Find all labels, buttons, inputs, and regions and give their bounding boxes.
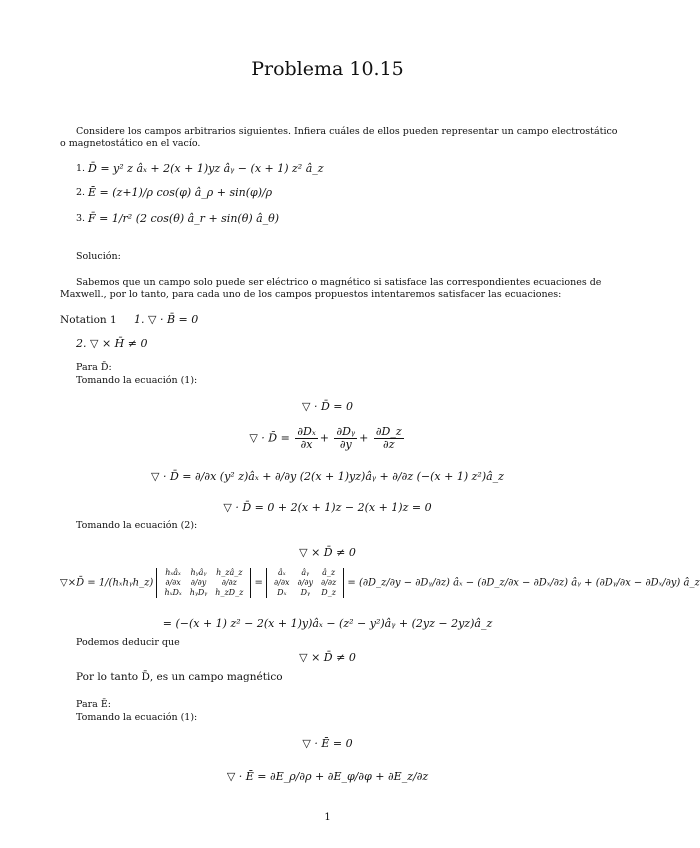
frac-dDy-dy	[334, 426, 357, 451]
conclusion-d: Por lo tanto D̄, es un campo magnético	[76, 671, 283, 683]
field-3-number: 3.	[76, 213, 86, 224]
determinant-unit-vectors: âₓ âᵧ â_z ∂/∂x ∂/∂y ∂/∂z Dₓ Dᵧ D_z	[266, 568, 344, 598]
notation-eq-1: 1. ▽ · B̄ = 0	[134, 313, 199, 326]
eq-div-d-zero: ▽ · D̄ = 0	[302, 400, 353, 413]
field-2-number: 2.	[76, 187, 86, 198]
eq-curl-rhs: = (∂D_z/∂y − ∂Dᵧ/∂z) âₓ − (∂D_z/∂x − ∂Dₓ/∂z) âᵧ + (∂Dᵧ/∂x − ∂Dₓ/∂y) â_z	[347, 577, 700, 589]
eq-div-d-lhs: ▽ · D̄ =	[249, 431, 290, 445]
notation-eq-2: 2. ▽ × H̄ ≠ 0	[76, 337, 148, 350]
notation-label: Notation 1	[60, 314, 117, 326]
para-d-label: Para D̄:	[76, 362, 112, 373]
determinant-scale-factors: hₓâₓ hᵧâᵧ h_zâ_z ∂/∂x ∂/∂y ∂/∂z hₓDₓ hᵧDᵧ h_zD_z	[156, 568, 251, 598]
eq-div-d-expansion: ▽ · D̄ = $\frac{\text{∂Dₓ}}{\partial x}$ + $\frac{\text{∂Dᵧ}}{\partial y}$ + $\frac{\partial D\_z}{\partial z}$	[249, 425, 402, 451]
tomando-ecuacion-3: Tomando la ecuación (1):	[76, 712, 198, 723]
frac-denominator: ∂x	[300, 438, 313, 451]
tomando-ecuacion-1: Tomando la ecuación (1):	[76, 375, 198, 386]
solution-line-2: Maxwell., por lo tanto, para cada uno de los campos propuestos intentaremos satisfacer las ecuaciones:	[60, 289, 562, 300]
eq-div-e-zero: ▽ · Ē = 0	[302, 737, 353, 750]
frac-numerator: ∂Dᵧ	[336, 425, 356, 438]
page-title: Problema 10.15	[251, 58, 404, 80]
frac-denominator: ∂y	[339, 438, 352, 451]
eq-div-d-substitution: ▽ · D̄ = ∂/∂x (y² z)âₓ + ∂/∂y (2(x + 1)yz)âᵧ + ∂/∂z (−(x + 1) z²)â_z	[151, 470, 504, 483]
para-e-label: Para Ē:	[76, 699, 111, 710]
field-2-expression: Ē = (z+1)/ρ cos(φ) â_ρ + sin(φ)/ρ	[88, 186, 273, 199]
eq-curl-d-neq-2: ▽ × D̄ ≠ 0	[299, 651, 356, 664]
frac-dDz-dz	[374, 426, 404, 451]
eq-curl-d-full: ▽×D̄ = 1/(hₓhᵧh_z) hₓâₓ hᵧâᵧ h_zâ_z ∂/∂x ∂/∂y ∂/∂z hₓDₓ hᵧDᵧ h_zD_z = âₓ âᵧ â_z ∂/∂x ∂/∂y ∂/∂z Dₓ Dᵧ D_z = (∂D_z/∂y − ∂Dᵧ/∂z) âₓ − (∂D_z/∂x − ∂Dₓ/∂z) âᵧ + (∂Dᵧ/∂x − ∂Dₓ/∂y) â_z	[60, 568, 700, 597]
frac-dDx-dx	[295, 426, 317, 451]
page-number: 1	[324, 812, 331, 823]
eq-curl-d-result: = (−(x + 1) z² − 2(x + 1)y)âₓ − (z² − y²)âᵧ + (2yz − 2yz)â_z	[162, 617, 493, 630]
solution-label: Solución:	[76, 251, 121, 262]
intro-line-2: o magnetostático en el vacío.	[60, 138, 201, 149]
field-3-expression: F̄ = 1/r² (2 cos(θ) â_r + sin(θ) â_θ)	[88, 212, 280, 225]
field-1-expression: D̄ = y² z âₓ + 2(x + 1)yz âᵧ − (x + 1) z² â_z	[88, 162, 324, 175]
eq-curl-d-neq: ▽ × D̄ ≠ 0	[299, 546, 356, 559]
intro-line-1: Considere los campos arbitrarios siguientes. Infiera cuáles de ellos pueden representar un campo electrostático	[76, 126, 618, 137]
solution-line-1: Sabemos que un campo solo puede ser eléctrico o magnético si satisface las correspondientes ecuaciones de	[76, 277, 602, 288]
podemos-deducir: Podemos deducir que	[76, 637, 180, 648]
frac-denominator: ∂z	[383, 438, 395, 451]
frac-numerator: ∂D_z	[375, 425, 402, 438]
eq-div-d-result: ▽ · D̄ = 0 + 2(x + 1)z − 2(x + 1)z = 0	[223, 501, 432, 514]
field-1-number: 1.	[76, 163, 86, 174]
eq-curl-lhs: ▽×D̄ = 1/(hₓhᵧh_z)	[60, 577, 154, 589]
tomando-ecuacion-2: Tomando la ecuación (2):	[76, 520, 198, 531]
frac-numerator: ∂Dₓ	[297, 425, 316, 438]
eq-div-e-expansion: ▽ · Ē = ∂E_ρ/∂ρ + ∂E_φ/∂φ + ∂E_z/∂z	[226, 770, 429, 783]
